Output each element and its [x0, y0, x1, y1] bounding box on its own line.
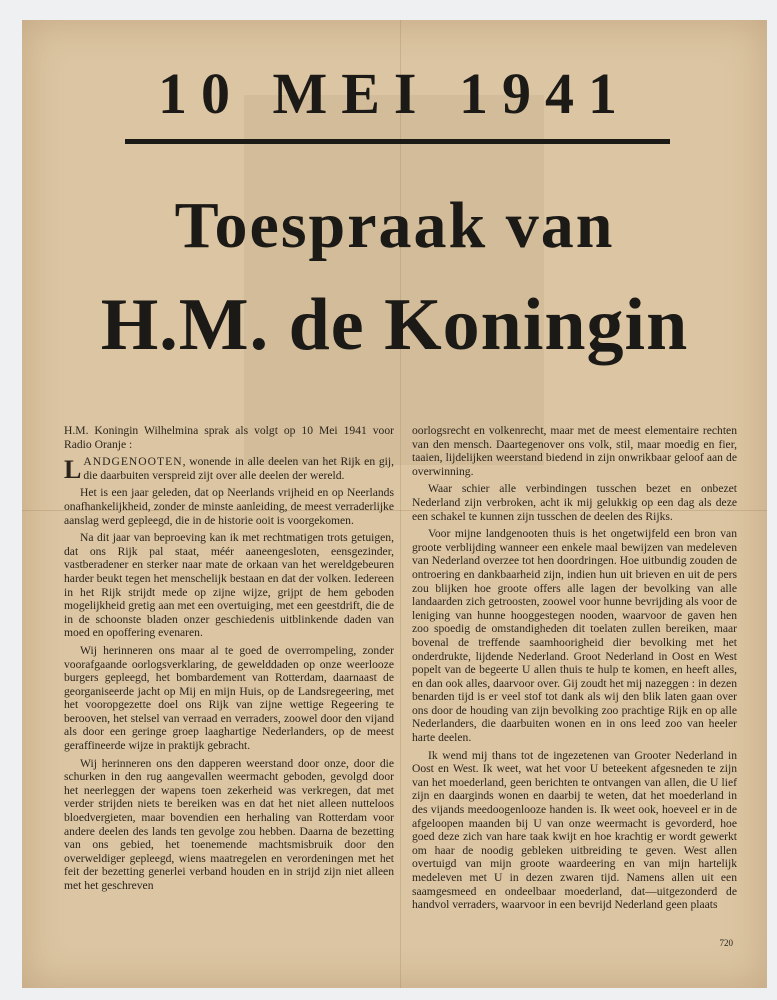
paragraph: Wij herinneren ons maar al te goed de overrompeling, zonder voorafgaande oorlogsverklaring, de gewelddaden op onze weerlooze burgers gepleegd, het bombardement van Rotterdam, daarnaast de georganiseerde jacht op Mij en mijn Huis, op de Landsregeering, met het vooropgezette doel ons Rijk van zijne wettige Regeering te berooven, het stelsel van verraad en verraders, zoowel door den vijand als door een geringe groep laaghartige Nederlanders, op de meest geraffineerde wijze in praktijk gebracht. — [64, 643, 394, 753]
left-column — [64, 424, 394, 984]
paper-stain — [244, 95, 544, 465]
title-line-1: Toespraak van — [174, 189, 615, 262]
date-heading: 10 MEI 1941 — [158, 61, 631, 126]
paragraph: Het is een jaar geleden, dat op Neerlands vrijheid en op Neerlands onafhankelijkheid, zonder de minste aanleiding, de meest verraderlijke aanslag werd gepleegd, die in de historie ooit is voorgekomen. — [64, 486, 394, 527]
newspaper-page — [22, 20, 767, 988]
paragraph: Ik wend mij thans tot de ingezetenen van Grooter Nederland in Oost en West. Ik weet, wat het voor U beteekent afgesneden te zijn van het moederland, geen berichten te ontvangen van allen, die U lief zijn en daarginds wonen en daarbij te weten, dat het moederland in des vijands meedoogenlooze handen is. Ik weet ook, hoeveel er in de afgeloopen maanden bij U van onze weermacht is gevorderd, hoe goed deze zich van hare taak kwijt en hoe krachtig er wordt gewerkt om haar de noodig gebleken uitbreiding te geven. West allen overtuigd van mijn groote waardeering en van mijn hartelijk medeleven met U in dezen zwaren tijd. Namens allen uit een saamgesmeed en ondeelbaar moederland, dat—uitgezonderd de handvol verraders, waarvoor in een bevrijd Nederland geen plaats — [412, 748, 737, 912]
paragraph: Wij herinneren ons den dapperen weerstand door onze, door die schurken in den rug aangevallen weermacht geboden, gevolgd door het neerleggen der wapens toen zekerheid was verkregen, dat met verder strijden niets te bereiken was en dat het niet alleen nutteloos bloedvergieten, maar bovendien een herhaling van Rotterdam voor andere deelen des lands ten gevolge zou hebben. Daarna de bezetting van ons gebied, het toenemende machtsmisbruik door den overweldiger gepleegd, wiens maatregelen en verordeningen met het feit der bezetting generlei verband houden en in strijd zijn niet alleen met het geschreven — [64, 756, 394, 892]
title-line-2: H.M. de Koningin — [100, 284, 689, 366]
paragraph: Voor mijne landgenooten thuis is het ongetwijfeld een bron van groote verblijding wanneer een enkele maal bewijzen van medeleven van Nederland overzee tot hen doordringen. Hoe uitbundig zouden de ontroering en dankbaarheid zijn, indien hun uit brieven en uit de pers zou blijken hoe groote offers alle lagen der bevolking van alle landaarden zich getroosten, zoowel voor hunne bevrijding als voor de leniging van hunne hooggestegen nooden, waarvoor de gaven hen zoo spoedig de omstandigheden dit toelaten zullen bereiken, maar bovenal de treffende saamhoorigheid dier bevolking met het onderdrukte, lijdende Nederland. Groot Nederland in Oost en West popelt van de begeerte U allen thuis te hulp te komen, en heeft alles, en dan ook alles, daarvoor over. Gij zoudt het mij nazeggen : in dezen benarden tijd is er veel stof tot dank als wij den blik laten gaan over ons door de houding van zijn bevolking zoo prachtige Rijk en op alle Nederlanders, die daarbuiten wonen en in ons leed zoo van heeler harte deelen. — [412, 527, 737, 745]
salutation-word: ANDGENOOTEN — [83, 455, 183, 469]
paragraph: oorlogsrecht en volkenrecht, maar met de meest elementaire rechten van den mensch. Daartegenover ons volk, stil, maar moedig en fier, taaien, lijdelijken weerstand biedend in zijn onwrikbaar geloof aan de overwinning. — [412, 424, 737, 478]
page-number: 720 — [719, 938, 733, 948]
salutation-text: , wonende in alle deelen van het Rijk en gij, die daarbuiten verspreid zijt over alle deelen der wereld. — [83, 455, 394, 482]
salutation-paragraph — [64, 455, 394, 485]
paragraph: Waar schier alle verbindingen tusschen bezet en onbezet Nederland zijn verbroken, acht ik mij gelukkig op een dag als deze een schakel te kunnen zijn tusschen de deelen des Rijks. — [412, 482, 737, 523]
right-column — [412, 424, 737, 984]
heading-rule — [125, 139, 670, 144]
paragraph: Na dit jaar van beproeving kan ik met rechtmatigen trots getuigen, dat ons Rijk pal staat, méér aaneengesloten, eensgezinder, vastberadener en sterker naar mate de orkaan van het wereldgebeuren harder beukt tegen het menschelijk bestaan en dat der volken. Iedereen in het Rijk strijdt mede op zijne wijze, grijpt de hem geboden mogelijkheid gretig aan met een overtuiging, met een geestdrift, die de in de schoonste bladen onzer geschiedenis uitblinkende daden van moed en opoffering evenaren. — [64, 531, 394, 640]
drop-cap: L — [64, 455, 82, 485]
intro-text: H.M. Koningin Wilhelmina sprak als volgt op 10 Mei 1941 voor Radio Oranje : — [64, 424, 394, 451]
